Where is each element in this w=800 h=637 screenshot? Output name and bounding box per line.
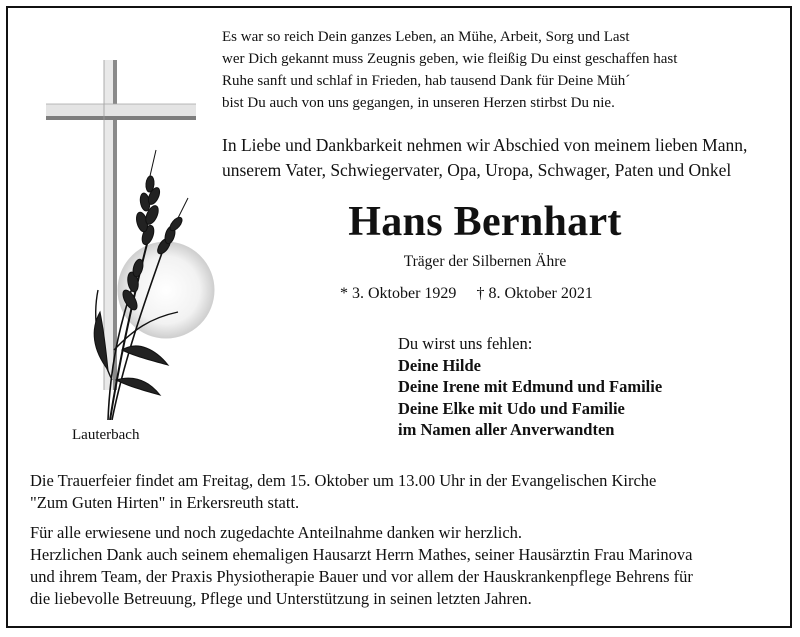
family-member: Deine Irene mit Edmund und Familie	[398, 377, 663, 396]
family-intro: Du wirst uns fehlen:	[398, 334, 533, 353]
family-member: Deine Hilde	[398, 355, 481, 375]
service-line: "Zum Guten Hirten" in Erkersreuth statt.	[30, 493, 300, 512]
thanks-line: und ihrem Team, der Praxis Physiotherapie Bauer und vor allem der Hauskrankenpflege Behrens für	[30, 567, 693, 586]
family-member: Deine Elke mit Udo und Familie	[398, 398, 625, 418]
poem-line: bist Du auch von uns gegangen, in unseren Herzen stirbst Du nie.	[222, 95, 615, 111]
poem	[222, 26, 677, 114]
cross-wheat-illustration	[38, 50, 228, 420]
deceased-name: Hans Bernhart	[348, 199, 622, 245]
poem-line: Ruhe sanft und schlaf in Frieden, hab tausend Dank für Deine Müh´	[222, 73, 631, 89]
honor-title: Träger der Silbernen Ähre	[403, 253, 567, 270]
intro-line: In Liebe und Dankbarkeit nehmen wir Abschied von meinem lieben Mann,	[222, 135, 748, 155]
service-notice	[30, 470, 656, 514]
thanks-line: Herzlichen Dank auch seinem ehemaligen Hausarzt Herrn Mathes, seiner Hausärztin Frau Marinova	[30, 545, 693, 564]
family-signature	[398, 333, 662, 441]
life-dates	[340, 283, 593, 305]
service-line: Die Trauerfeier findet am Freitag, dem 15. Oktober um 13.00 Uhr in der Evangelischen Kirche	[30, 471, 657, 490]
thanks-line: Für alle erwiesene und noch zugedachte Anteilnahme danken wir herzlich.	[30, 523, 523, 542]
thanks-line: die liebevolle Betreuung, Pflege und Unterstützung in seinen letzten Jahren.	[30, 589, 532, 608]
place-name: Lauterbach	[72, 427, 140, 443]
family-member: im Namen aller Anverwandten	[398, 420, 615, 439]
death-date: † 8. Oktober 2021	[476, 285, 593, 302]
birth-date: * 3. Oktober 1929	[340, 285, 457, 302]
farewell-intro	[222, 133, 747, 183]
poem-line: wer Dich gekannt muss Zeugnis geben, wie fleißig Du einst geschaffen hast	[222, 51, 678, 67]
intro-line: unserem Vater, Schwiegervater, Opa, Uropa, Schwager, Paten und Onkel	[222, 160, 732, 180]
poem-line: Es war so reich Dein ganzes Leben, an Mühe, Arbeit, Sorg und Last	[222, 29, 630, 45]
thanks-notice	[30, 522, 693, 610]
